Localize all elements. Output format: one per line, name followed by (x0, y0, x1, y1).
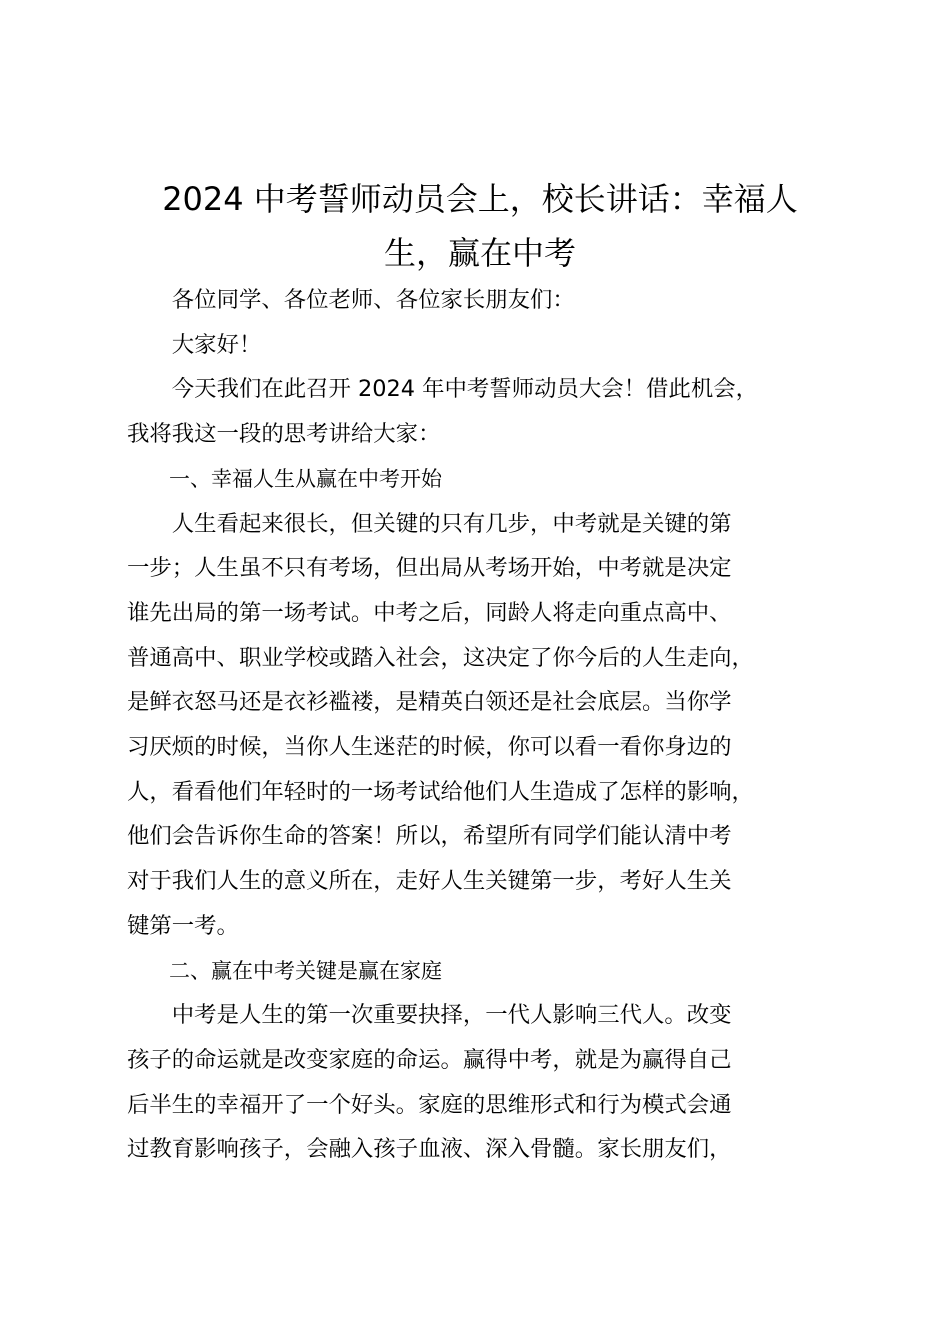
text-line: 他们会告诉你生命的答案！所以，希望所有同学们能认清中考 (127, 823, 732, 850)
text-line: 今天我们在此召开 2024 年中考誓师动员大会！借此机会， (171, 376, 758, 403)
text-line: 谁先出局的第一场考试。中考之后，同龄人将走向重点高中、 (127, 599, 732, 626)
text-line: 二、赢在中考关键是赢在家庭 (169, 958, 442, 983)
document-body (127, 278, 833, 1172)
text-line: 人，看看他们年轻时的一场考试给他们人生造成了怎样的影响， (127, 778, 754, 805)
title-line: 2024 中考誓师动员会上，校长讲话：幸福人 (162, 180, 798, 218)
text-line: 各位同学、各位老师、各位家长朋友们： (171, 287, 575, 313)
text-line: 中考是人生的第一次重要抉择，一代人影响三代人。改变 (171, 1002, 732, 1029)
section-heading-1 (127, 457, 833, 502)
text-line: 是鲜衣怒马还是衣衫褴褛，是精英白领还是社会底层。当你学 (127, 689, 732, 716)
title-line: 生，赢在中考 (383, 234, 576, 272)
text-line: 对于我们人生的意义所在，走好人生关键第一步，考好人生关 (127, 868, 732, 895)
text-line: 一步；人生虽不只有考场，但出局从考场开始，中考就是决定 (127, 555, 732, 582)
text-line: 一、幸福人生从赢在中考开始 (169, 466, 442, 491)
text-line: 普通高中、职业学校或踏入社会，这决定了你今后的人生走向， (127, 644, 754, 671)
text-line: 我将我这一段的思考讲给大家： (127, 421, 441, 448)
text-line: 大家好！ (171, 331, 262, 358)
text-line: 人生看起来很长，但关键的只有几步，中考就是关键的第 (171, 510, 732, 537)
text-line: 过教育影响孩子，会融入孩子血液、深入骨髓。家长朋友们， (127, 1136, 732, 1163)
salutation (127, 278, 833, 323)
text-line: 孩子的命运就是改变家庭的命运。赢得中考，就是为赢得自己 (127, 1046, 732, 1073)
body-paragraph-1 (127, 502, 833, 949)
body-paragraph-2 (127, 993, 833, 1172)
intro-paragraph (127, 367, 833, 456)
text-line: 键第一考。 (127, 912, 239, 939)
page-title (120, 172, 840, 280)
text-line: 习厌烦的时候，当你人生迷茫的时候，你可以看一看你身边的 (127, 734, 732, 761)
section-heading-2 (127, 949, 833, 994)
greeting (127, 323, 833, 368)
text-line: 后半生的幸福开了一个好头。家庭的思维形式和行为模式会通 (127, 1091, 732, 1118)
